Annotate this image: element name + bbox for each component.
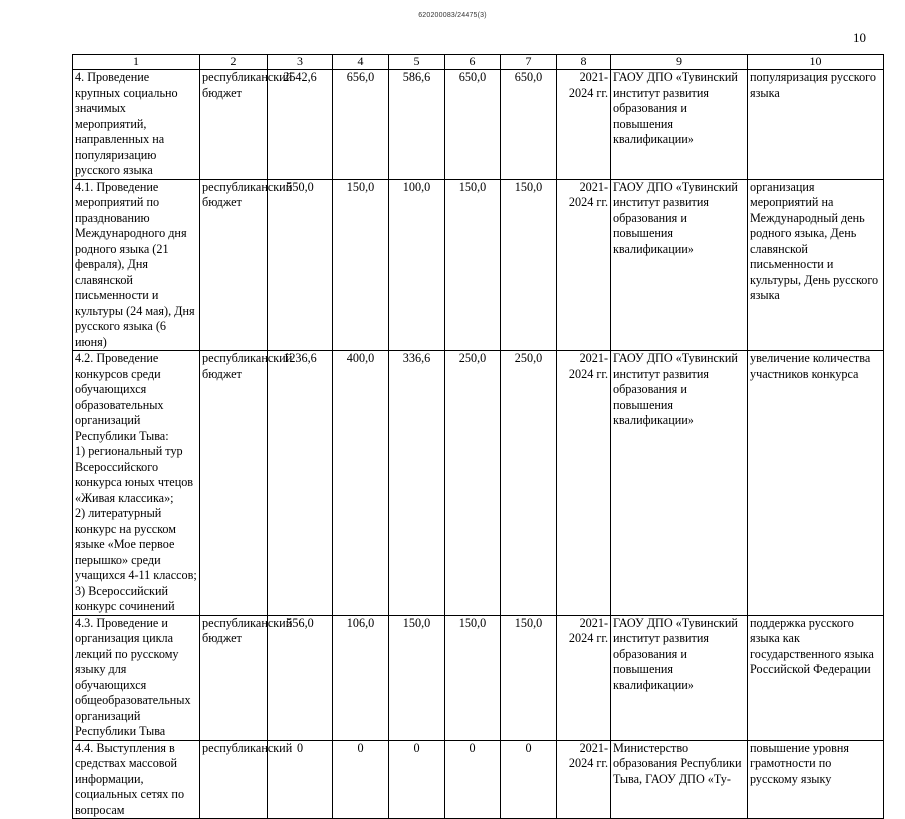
- measure-name: 4.3. Проведение и организация цикла лекций по русскому языку для обучающихся общеобразовательных организаций Республики Тыва: [73, 615, 200, 740]
- amount-2022: 336,6: [389, 351, 445, 616]
- table-row: [73, 740, 884, 819]
- amount-2023: 150,0: [445, 179, 501, 351]
- amount-2022: 100,0: [389, 179, 445, 351]
- funding-source: республиканский бюджет: [200, 70, 268, 180]
- column-header: 1: [73, 55, 200, 70]
- amount-2022: 586,6: [389, 70, 445, 180]
- amount-2024: 650,0: [501, 70, 557, 180]
- total-amount: 556,0: [268, 615, 333, 740]
- amount-2022: 0: [389, 740, 445, 819]
- amount-2023: 150,0: [445, 615, 501, 740]
- period: 2021-2024 гг.: [557, 615, 611, 740]
- period: 2021-2024 гг.: [557, 179, 611, 351]
- table-row: [73, 70, 884, 180]
- expected-result: организация мероприятий на Международный день родного языка, День славянской письменности и культуры, День русского языка: [748, 179, 884, 351]
- table-row: [73, 179, 884, 351]
- measure-name: 4. Проведение крупных социально значимых мероприятий, направленных на популяризацию русского языка: [73, 70, 200, 180]
- column-header: 4: [333, 55, 389, 70]
- column-header: 6: [445, 55, 501, 70]
- amount-2024: 0: [501, 740, 557, 819]
- column-header: 7: [501, 55, 557, 70]
- header-row: [73, 55, 884, 70]
- amount-2024: 150,0: [501, 179, 557, 351]
- period: 2021-2024 гг.: [557, 740, 611, 819]
- amount-2023: 650,0: [445, 70, 501, 180]
- table-row: [73, 351, 884, 616]
- document-code: 620200083/24475(3): [418, 12, 487, 19]
- amount-2021: 400,0: [333, 351, 389, 616]
- amount-2021: 656,0: [333, 70, 389, 180]
- amount-2024: 250,0: [501, 351, 557, 616]
- period: 2021-2024 гг.: [557, 70, 611, 180]
- measure-name: 4.2. Проведение конкурсов среди обучающихся образовательных организаций Республики Тыва: 1) региональный тур Всероссийского конкурса юных чтецов «Живая классика»; 2) литературный конкурс на русском языке «Мое первое перышко» среди учащихся 4-11 классов; 3) Всероссийский конкурс сочинений: [73, 351, 200, 616]
- column-header: 8: [557, 55, 611, 70]
- amount-2024: 150,0: [501, 615, 557, 740]
- table-row: [73, 615, 884, 740]
- amount-2022: 150,0: [389, 615, 445, 740]
- program-table: [72, 54, 884, 819]
- expected-result: поддержка русского языка как государственного языка Российской Федерации: [748, 615, 884, 740]
- column-header: 5: [389, 55, 445, 70]
- amount-2021: 106,0: [333, 615, 389, 740]
- amount-2023: 0: [445, 740, 501, 819]
- executor: ГАОУ ДПО «Тувинский институт развития образования и повышения квалификации»: [611, 179, 748, 351]
- funding-source: республиканский: [200, 740, 268, 819]
- column-header: 9: [611, 55, 748, 70]
- executor: ГАОУ ДПО «Тувинский институт развития образования и повышения квалификации»: [611, 351, 748, 616]
- expected-result: повышение уровня грамотности по русскому языку: [748, 740, 884, 819]
- expected-result: популяризация русского языка: [748, 70, 884, 180]
- total-amount: 0: [268, 740, 333, 819]
- executor: ГАОУ ДПО «Тувинский институт развития образования и повышения квалификации»: [611, 70, 748, 180]
- column-header: 10: [748, 55, 884, 70]
- column-header: 3: [268, 55, 333, 70]
- total-amount: 550,0: [268, 179, 333, 351]
- measure-name: 4.4. Выступления в средствах массовой информации, социальных сетях по вопросам: [73, 740, 200, 819]
- amount-2021: 0: [333, 740, 389, 819]
- period: 2021-2024 гг.: [557, 351, 611, 616]
- measure-name: 4.1. Проведение мероприятий по празднованию Международного дня родного языка (21 февраля), Дня славянской письменности и культуры (24 мая), Дня русского языка (6 июня): [73, 179, 200, 351]
- page-number: 10: [853, 30, 866, 45]
- column-header: 2: [200, 55, 268, 70]
- total-amount: 1236,6: [268, 351, 333, 616]
- funding-source: республиканский бюджет: [200, 615, 268, 740]
- expected-result: увеличение количества участников конкурса: [748, 351, 884, 616]
- funding-source: республиканский бюджет: [200, 351, 268, 616]
- amount-2023: 250,0: [445, 351, 501, 616]
- executor: ГАОУ ДПО «Тувинский институт развития образования и повышения квалификации»: [611, 615, 748, 740]
- executor: Министерство образования Республики Тыва, ГАОУ ДПО «Ту-: [611, 740, 748, 819]
- total-amount: 2542,6: [268, 70, 333, 180]
- amount-2021: 150,0: [333, 179, 389, 351]
- funding-source: республиканский бюджет: [200, 179, 268, 351]
